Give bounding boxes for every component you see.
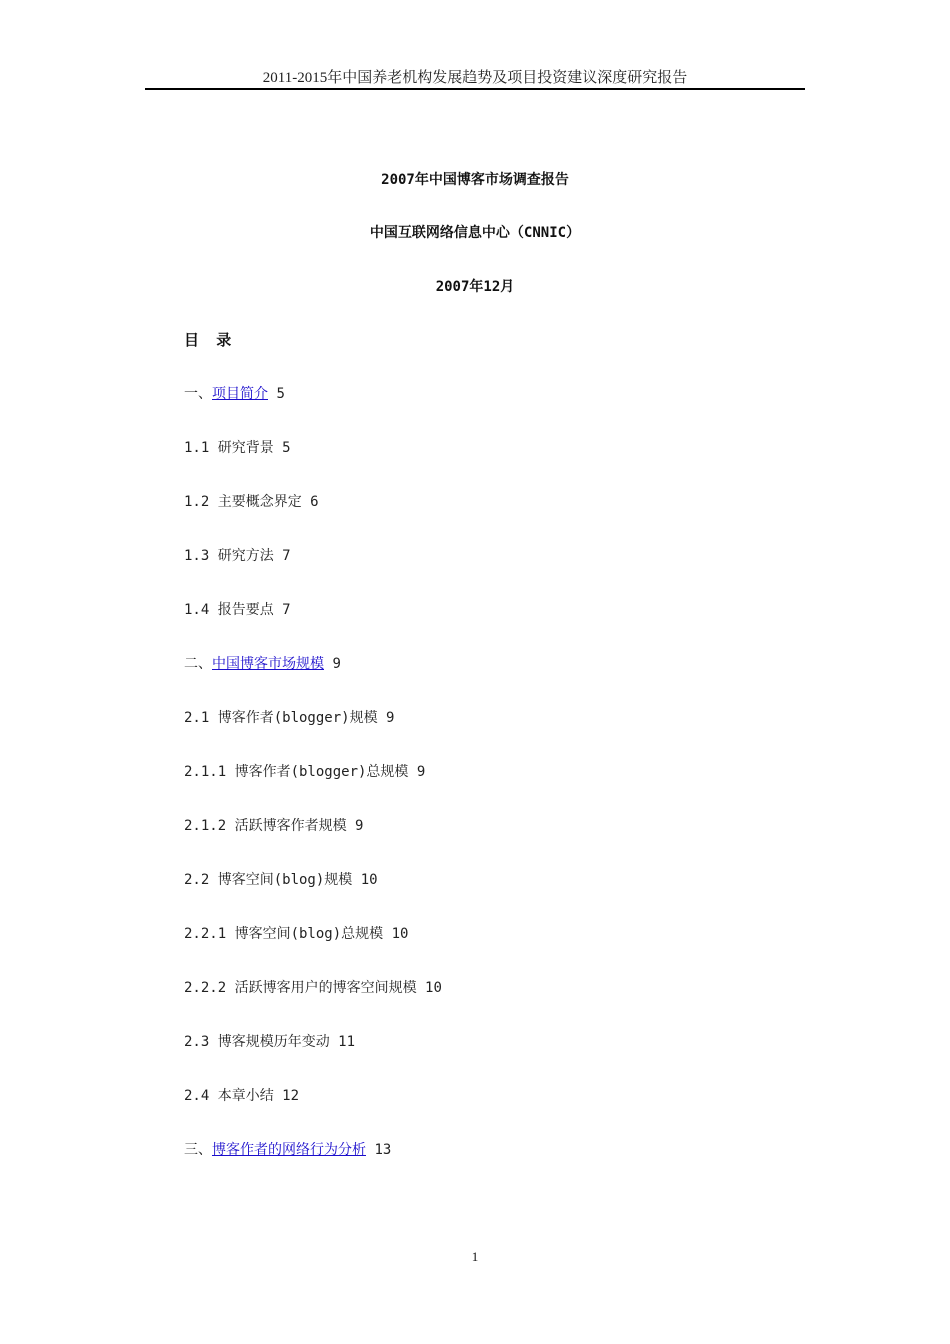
toc-entry-title: 活跃博客用户的博客空间规模 <box>234 980 417 996</box>
toc-entry <box>184 491 442 545</box>
toc-entry <box>184 1085 442 1139</box>
toc-entry-number: 2.2.1 <box>184 926 235 942</box>
toc-entry-link[interactable]: 中国博客市场规模 <box>212 656 324 672</box>
page-number: 1 <box>471 1249 479 1264</box>
toc-entry-page: 10 <box>425 980 442 996</box>
toc-entry-page: 13 <box>374 1142 392 1158</box>
report-date: 2007年12月 <box>435 279 515 295</box>
toc-entry-page: 9 <box>355 818 364 834</box>
toc-entry-page: 10 <box>360 872 378 888</box>
table-of-contents <box>184 383 442 1193</box>
running-header: 2011-2015年中国养老机构发展趋势及项目投资建议深度研究报告 <box>262 70 688 86</box>
toc-entry-page: 9 <box>386 710 395 726</box>
toc-entry <box>184 761 442 815</box>
toc-entry[interactable] <box>184 1139 442 1193</box>
organization: 中国互联网络信息中心（CNNIC） <box>369 225 581 241</box>
toc-entry <box>184 869 442 923</box>
toc-entry-number: 2.1.2 <box>184 818 235 834</box>
toc-entry-page: 11 <box>338 1034 356 1050</box>
toc-entry <box>184 1031 442 1085</box>
toc-entry-link[interactable]: 博客作者的网络行为分析 <box>212 1142 366 1158</box>
toc-entry-number: 1.2 <box>184 494 218 510</box>
toc-entry <box>184 815 442 869</box>
toc-entry <box>184 707 442 761</box>
toc-entry <box>184 977 442 1031</box>
toc-entry-page: 7 <box>282 548 291 564</box>
toc-entry-number: 2.1 <box>184 710 218 726</box>
toc-entry-title: 博客作者(blogger)总规模 <box>234 764 409 780</box>
toc-entry <box>184 599 442 653</box>
toc-entry <box>184 437 442 491</box>
toc-entry-title: 活跃博客作者规模 <box>234 818 347 834</box>
toc-entry-title: 研究背景 <box>217 440 274 456</box>
toc-entry-title: 研究方法 <box>217 548 274 564</box>
toc-entry-number: 1.4 <box>184 602 218 618</box>
toc-entry-number: 2.1.1 <box>184 764 235 780</box>
toc-entry <box>184 545 442 599</box>
toc-entry-number: 2.3 <box>184 1034 218 1050</box>
toc-entry[interactable] <box>184 653 442 707</box>
toc-entry-title: 博客规模历年变动 <box>217 1034 330 1050</box>
toc-entry-page: 9 <box>332 656 341 672</box>
toc-entry-link[interactable]: 项目简介 <box>212 386 268 402</box>
toc-entry[interactable] <box>184 383 442 437</box>
toc-entry-page: 9 <box>416 764 426 780</box>
toc-entry-page: 7 <box>282 602 291 618</box>
toc-entry <box>184 923 442 977</box>
toc-entry-page: 5 <box>276 386 285 402</box>
toc-entry-title: 主要概念界定 <box>217 494 302 510</box>
toc-entry-number: 2.4 <box>184 1088 218 1104</box>
toc-entry-number: 二、 <box>184 656 212 672</box>
toc-entry-number: 2.2.2 <box>184 980 235 996</box>
toc-entry-number: 三、 <box>184 1142 212 1158</box>
toc-heading: 目 录 <box>184 331 238 349</box>
toc-entry-title: 博客空间(blog)规模 <box>217 872 353 888</box>
header-rule <box>145 88 805 90</box>
toc-entry-number: 1.1 <box>184 440 218 456</box>
toc-entry-number: 1.3 <box>184 548 218 564</box>
report-title: 2007年中国博客市场调查报告 <box>381 172 569 188</box>
toc-entry-page: 10 <box>391 926 409 942</box>
toc-entry-page: 6 <box>310 494 319 510</box>
toc-entry-title: 博客空间(blog)总规模 <box>234 926 384 942</box>
toc-entry-number: 2.2 <box>184 872 218 888</box>
toc-entry-title: 博客作者(blogger)规模 <box>217 710 378 726</box>
toc-entry-page: 12 <box>282 1088 300 1104</box>
toc-entry-page: 5 <box>282 440 291 456</box>
toc-entry-title: 报告要点 <box>217 602 274 618</box>
toc-entry-title: 本章小结 <box>217 1088 274 1104</box>
toc-entry-number: 一、 <box>184 386 212 402</box>
